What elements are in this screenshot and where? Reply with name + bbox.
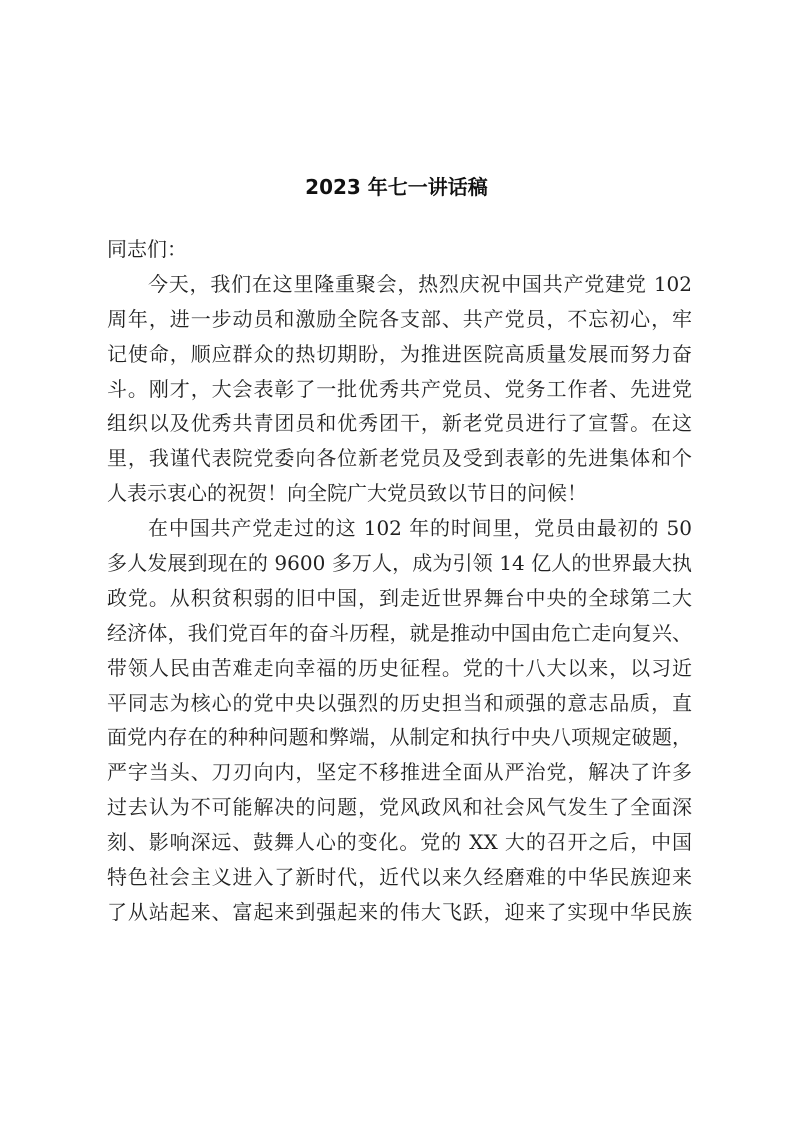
paragraph-line: 经济体，我们党百年的奋斗历程，就是推动中国由危亡走向复兴、 bbox=[107, 620, 692, 645]
paragraph-line: 刻、影响深远、鼓舞人心的变化。党的 XX 大的召开之后，中国 bbox=[107, 830, 692, 855]
paragraph-line: 组织以及优秀共青团员和优秀团干，新老党员进行了宣誓。在这 bbox=[107, 411, 692, 436]
paragraph-line: 过去认为不可能解决的问题，党风政风和社会风气发生了全面深 bbox=[107, 795, 692, 820]
paragraph-line: 面党内存在的种种问题和弊端，从制定和执行中央八项规定破题， bbox=[107, 725, 692, 750]
paragraph-line: 多人发展到现在的 9600 多万人，成为引领 14 亿人的世界最大执 bbox=[107, 551, 692, 576]
document-body bbox=[107, 232, 692, 930]
paragraph-line: 在中国共产党走过的这 102 年的时间里，党员由最初的 50 bbox=[148, 516, 692, 541]
paragraph-line: 人表示衷心的祝贺！向全院广大党员致以节日的问候！ bbox=[107, 481, 587, 506]
paragraph-line: 带领人民由苦难走向幸福的历史征程。党的十八大以来，以习近 bbox=[107, 655, 692, 680]
paragraph-line: 严字当头、刀刃向内，坚定不移推进全面从严治党，解决了许多 bbox=[107, 760, 692, 785]
paragraph-line: 记使命，顺应群众的热切期盼，为推进医院高质量发展而努力奋 bbox=[107, 341, 692, 366]
paragraph-line: 今天，我们在这里隆重聚会，热烈庆祝中国共产党建党 102 bbox=[148, 271, 692, 296]
paragraph-line: 周年，进一步动员和激励全院各支部、共产党员，不忘初心，牢 bbox=[107, 306, 692, 331]
greeting: 同志们： bbox=[107, 237, 187, 261]
paragraph-1 bbox=[107, 267, 692, 511]
paragraph-line: 平同志为核心的党中央以强烈的历史担当和顽强的意志品质，直 bbox=[107, 690, 692, 715]
paragraph-line: 特色社会主义进入了新时代，近代以来久经磨难的中华民族迎来 bbox=[107, 865, 692, 890]
paragraph-line: 斗。刚才，大会表彰了一批优秀共产党员、党务工作者、先进党 bbox=[107, 376, 692, 401]
paragraph-2 bbox=[107, 511, 692, 930]
paragraph-line: 了从站起来、富起来到强起来的伟大飞跃，迎来了实现中华民族 bbox=[107, 899, 692, 924]
paragraph-line: 政党。从积贫积弱的旧中国，到走近世界舞台中央的全球第二大 bbox=[107, 585, 692, 610]
document-title: 2023 年七一讲话稿 bbox=[305, 175, 488, 199]
paragraph-line: 里，我谨代表院党委向各位新老党员及受到表彰的先进集体和个 bbox=[107, 446, 692, 471]
